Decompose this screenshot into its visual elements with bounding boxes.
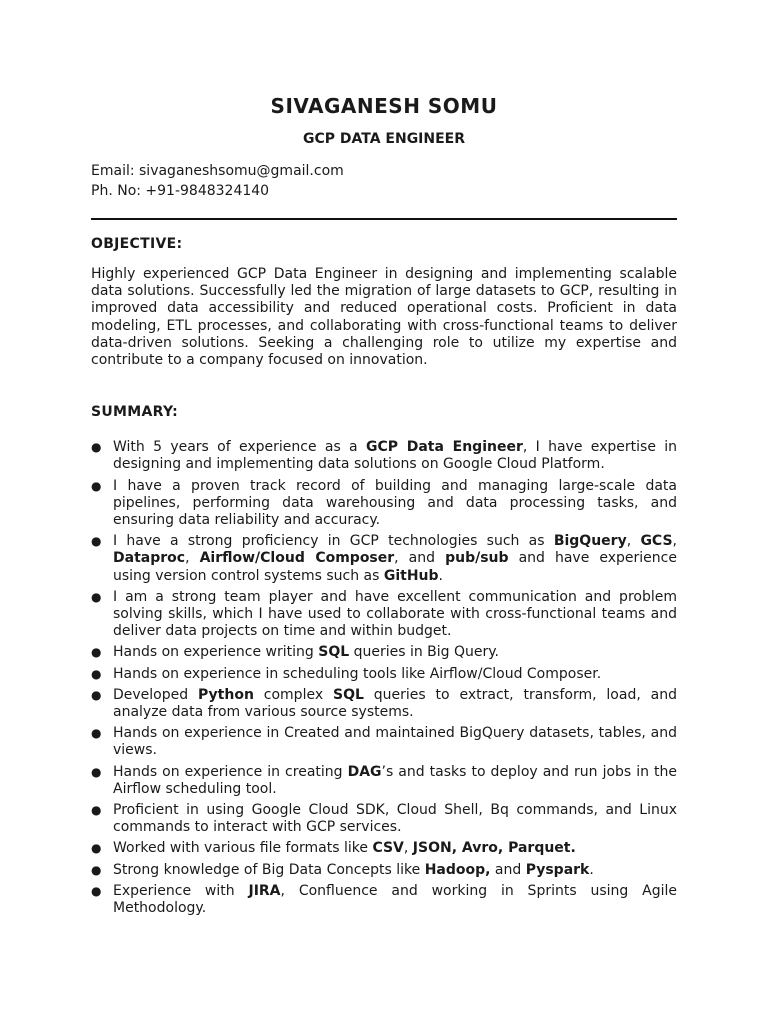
summary-keyword: GCS: [640, 533, 673, 550]
summary-keyword: GCP Data Engineer: [365, 439, 523, 456]
summary-text: .: [438, 567, 443, 584]
summary-text: Hands on experience in creating: [113, 763, 348, 780]
summary-item: [91, 478, 677, 530]
bullet-icon: ●: [91, 841, 102, 856]
summary-item: [91, 666, 677, 683]
summary-text: I have a proven track record of building and managing large-scale data pipelines, performing data warehousing and data processing tasks, and ensuring data reliability and accuracy.: [113, 477, 677, 529]
summary-heading: SUMMARY:: [91, 404, 179, 421]
bullet-icon: ●: [91, 803, 102, 818]
bullet-icon: ●: [91, 589, 102, 604]
bullet-icon: ●: [91, 726, 102, 741]
summary-keyword: JIRA: [248, 882, 281, 899]
bullet-icon: ●: [91, 478, 102, 493]
summary-text: ,: [185, 550, 200, 567]
summary-keyword: SQL: [318, 644, 350, 661]
summary-text: ,: [672, 533, 677, 550]
summary-text: , I have expertise in designing and implementing data solutions on Google Cloud Platform.: [113, 439, 678, 473]
phone-line: Ph. No: +91-9848324140: [91, 183, 270, 199]
summary-keyword: Pyspark: [525, 861, 590, 878]
summary-item: [91, 802, 677, 836]
summary-item: [91, 840, 677, 857]
summary-item: [91, 725, 677, 759]
bullet-icon: ●: [91, 666, 102, 681]
summary-text: ,: [403, 840, 413, 857]
summary-text: Strong knowledge of Big Data Concepts like: [113, 861, 425, 878]
summary-item: [91, 862, 677, 879]
summary-item: [91, 644, 677, 661]
summary-text: Hands on experience in Created and maintained BigQuery datasets, tables, and views.: [113, 725, 677, 759]
summary-text: Experience with: [113, 882, 249, 899]
summary-item: [91, 533, 677, 585]
summary-text: .: [589, 861, 594, 878]
summary-text: , and: [394, 550, 446, 567]
objective-heading: OBJECTIVE:: [91, 236, 183, 252]
summary-text: complex: [253, 686, 333, 703]
summary-text: With 5 years of experience as a: [113, 439, 366, 456]
bullet-icon: ●: [91, 440, 102, 455]
summary-keyword: Dataproc: [113, 550, 186, 567]
summary-text: and: [490, 861, 526, 878]
bullet-icon: ●: [91, 645, 102, 660]
summary-keyword: Python: [198, 686, 254, 703]
summary-text: , Confluence and working in Sprints using Agile Methodology.: [113, 882, 677, 917]
summary-keyword: pub/sub: [445, 550, 509, 567]
summary-item: [91, 439, 677, 473]
candidate-name: SIVAGANESH SOMU: [270, 94, 498, 118]
summary-text: ’s and tasks to deploy and run jobs in the Airflow scheduling tool.: [113, 763, 678, 797]
summary-item: [91, 687, 677, 721]
summary-text: Hands on experience in scheduling tools like Airflow/Cloud Composer.: [113, 665, 602, 682]
email-line: Email: sivaganeshsomu@gmail.com: [91, 163, 344, 179]
summary-item: [91, 764, 677, 798]
summary-keyword: DAG: [347, 763, 382, 780]
summary-list: [91, 439, 677, 917]
summary-keyword: SQL: [332, 686, 364, 703]
contact-block: [91, 161, 677, 201]
summary-text: I have a strong proficiency in GCP technologies such as: [113, 533, 554, 550]
summary-text: I am a strong team player and have excellent communication and problem solving skills, which I have used to collaborate with cross-functional teams and deliver data projects on time and within budget.: [113, 588, 677, 640]
summary-text: ,: [626, 533, 641, 550]
bullet-icon: ●: [91, 883, 102, 898]
summary-keyword: CSV: [372, 840, 404, 857]
summary-text: Hands on experience writing: [113, 644, 319, 661]
summary-text: queries in Big Query.: [349, 644, 500, 661]
bullet-icon: ●: [91, 534, 102, 549]
bullet-icon: ●: [91, 862, 102, 877]
bullet-icon: ●: [91, 687, 102, 702]
summary-keyword: Hadoop,: [424, 861, 491, 878]
job-title: GCP DATA ENGINEER: [302, 131, 466, 147]
bullet-icon: ●: [91, 764, 102, 779]
summary-keyword: BigQuery: [553, 533, 627, 550]
summary-item: [91, 883, 677, 917]
summary-keyword: Airflow/Cloud Composer: [199, 550, 395, 567]
summary-keyword: GitHub: [383, 567, 439, 584]
summary-text: and have experience using version control systems such as: [113, 550, 677, 584]
summary-text: Proficient in using Google Cloud SDK, Cloud Shell, Bq commands, and Linux commands to interact with GCP services.: [113, 802, 677, 836]
summary-keyword: JSON, Avro, Parquet.: [412, 840, 576, 857]
objective-paragraph: Highly experienced GCP Data Engineer in designing and implementing scalable data solutions. Successfully led the migration of large datasets to GCP, resulting in improved data accessibility and reduced operational costs. Proficient in data modeling, ETL processes, and collaborating with cross-functional teams to deliver data-driven solutions. Seeking a challenging role to utilize my expertise and contribute to a company focused on innovation.: [91, 266, 677, 369]
summary-text: queries to extract, transform, load, and analyze data from various source systems.: [113, 686, 677, 721]
summary-item: [91, 589, 677, 641]
summary-text: Developed: [113, 686, 199, 703]
summary-text: Worked with various file formats like: [113, 840, 373, 857]
